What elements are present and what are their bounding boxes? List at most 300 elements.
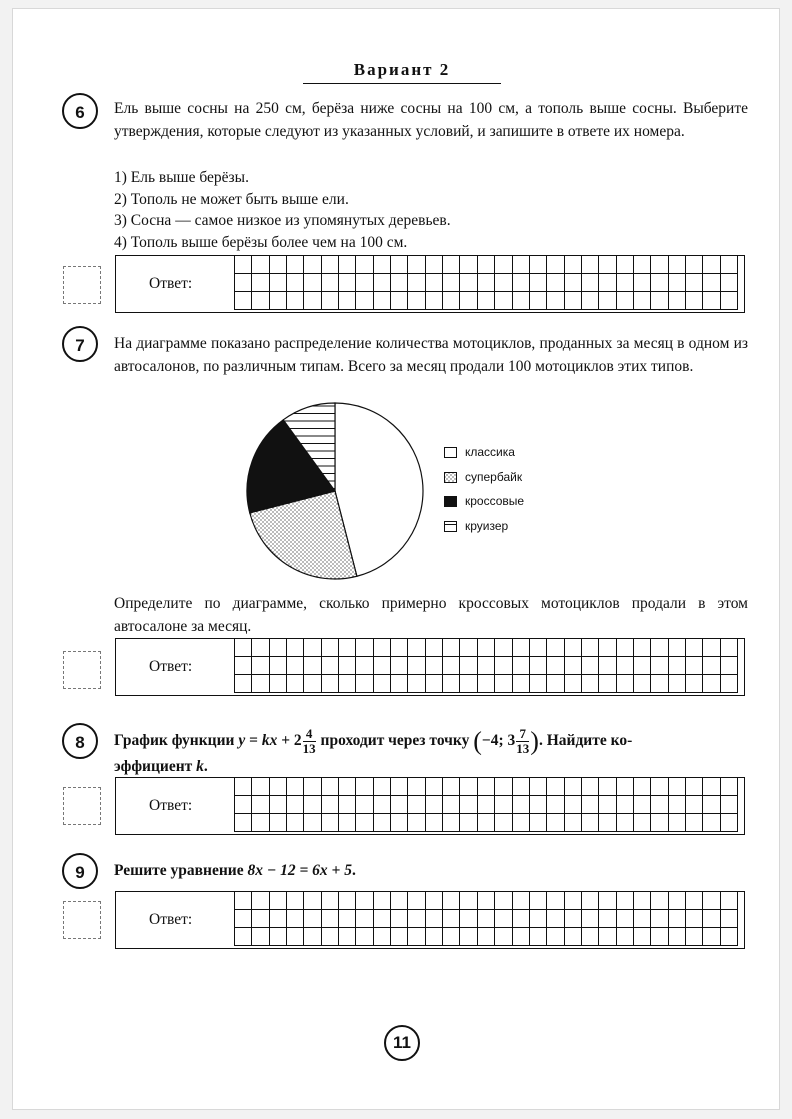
answer-cell[interactable]	[425, 909, 442, 927]
answer-cell[interactable]	[547, 814, 564, 832]
answer-cell[interactable]	[564, 928, 581, 946]
answer-cell[interactable]	[408, 795, 425, 813]
answer-cell[interactable]	[269, 675, 286, 693]
answer-cell[interactable]	[495, 777, 512, 795]
answer-cell[interactable]	[356, 891, 373, 909]
answer-cell[interactable]	[495, 292, 512, 310]
answer-cell[interactable]	[460, 656, 477, 674]
answer-cell[interactable]	[460, 273, 477, 291]
answer-cell[interactable]	[564, 675, 581, 693]
answer-cell[interactable]	[703, 273, 720, 291]
answer-cell[interactable]	[547, 273, 564, 291]
answer-cell[interactable]	[547, 891, 564, 909]
answer-cell[interactable]	[477, 777, 494, 795]
answer-cell[interactable]	[391, 292, 408, 310]
answer-cell[interactable]	[391, 656, 408, 674]
answer-cell[interactable]	[356, 675, 373, 693]
answer-cell[interactable]	[287, 273, 304, 291]
answer-cell[interactable]	[373, 273, 390, 291]
answer-cell[interactable]	[425, 675, 442, 693]
answer-cell[interactable]	[651, 777, 668, 795]
answer-cell[interactable]	[321, 638, 338, 656]
answer-cell[interactable]	[304, 273, 321, 291]
answer-cell[interactable]	[529, 638, 546, 656]
answer-cell[interactable]	[529, 909, 546, 927]
answer-cell[interactable]	[235, 814, 252, 832]
answer-cell[interactable]	[235, 656, 252, 674]
answer-cell[interactable]	[668, 814, 685, 832]
answer-cell[interactable]	[651, 638, 668, 656]
answer-cell[interactable]	[685, 777, 702, 795]
answer-cell[interactable]	[720, 292, 737, 310]
answer-cell[interactable]	[304, 638, 321, 656]
answer-cell[interactable]	[477, 675, 494, 693]
answer-cell[interactable]	[547, 777, 564, 795]
answer-cell[interactable]	[321, 273, 338, 291]
answer-cell[interactable]	[287, 909, 304, 927]
answer-cell[interactable]	[304, 675, 321, 693]
answer-cell[interactable]	[373, 675, 390, 693]
answer-cell[interactable]	[564, 891, 581, 909]
answer-cell[interactable]	[616, 638, 633, 656]
answer-cell[interactable]	[495, 814, 512, 832]
answer-cell[interactable]	[425, 656, 442, 674]
answer-cell[interactable]	[356, 909, 373, 927]
answer-cell[interactable]	[529, 273, 546, 291]
answer-cell[interactable]	[616, 928, 633, 946]
answer-cell[interactable]	[425, 777, 442, 795]
answer-cell[interactable]	[391, 255, 408, 273]
answer-cell[interactable]	[616, 891, 633, 909]
answer-cell[interactable]	[269, 928, 286, 946]
answer-cell[interactable]	[547, 928, 564, 946]
answer-cell[interactable]	[235, 777, 252, 795]
answer-cell[interactable]	[512, 638, 529, 656]
answer-cell[interactable]	[668, 795, 685, 813]
answer-cell[interactable]	[460, 814, 477, 832]
answer-cell[interactable]	[495, 273, 512, 291]
answer-cell[interactable]	[581, 909, 598, 927]
answer-cell[interactable]	[599, 814, 616, 832]
answer-cell[interactable]	[235, 255, 252, 273]
answer-cell[interactable]	[633, 909, 650, 927]
answer-cell[interactable]	[685, 675, 702, 693]
answer-cell[interactable]	[685, 814, 702, 832]
answer-cell[interactable]	[425, 255, 442, 273]
answer-cell[interactable]	[460, 638, 477, 656]
answer-cell[interactable]	[339, 675, 356, 693]
answer-cell[interactable]	[252, 255, 269, 273]
answer-cell[interactable]	[443, 909, 460, 927]
answer-cell[interactable]	[685, 909, 702, 927]
answer-cell[interactable]	[581, 273, 598, 291]
answer-cell[interactable]	[720, 909, 737, 927]
answer-cell[interactable]	[425, 292, 442, 310]
answer-cell[interactable]	[668, 909, 685, 927]
answer-cell[interactable]	[599, 777, 616, 795]
answer-cell[interactable]	[373, 909, 390, 927]
answer-cell[interactable]	[356, 928, 373, 946]
answer-grid-table[interactable]	[234, 777, 738, 833]
answer-cell[interactable]	[373, 638, 390, 656]
answer-cell[interactable]	[495, 891, 512, 909]
answer-cell[interactable]	[391, 891, 408, 909]
answer-cell[interactable]	[391, 909, 408, 927]
answer-cell[interactable]	[339, 273, 356, 291]
answer-cell[interactable]	[512, 891, 529, 909]
answer-cell[interactable]	[651, 814, 668, 832]
answer-cell[interactable]	[547, 675, 564, 693]
answer-cell[interactable]	[287, 795, 304, 813]
answer-cell[interactable]	[443, 891, 460, 909]
answer-cell[interactable]	[252, 656, 269, 674]
answer-cell[interactable]	[703, 656, 720, 674]
answer-cell[interactable]	[512, 777, 529, 795]
answer-cell[interactable]	[304, 909, 321, 927]
answer-cell[interactable]	[408, 909, 425, 927]
answer-cell[interactable]	[599, 656, 616, 674]
answer-cell[interactable]	[252, 675, 269, 693]
answer-cell[interactable]	[703, 777, 720, 795]
answer-cell[interactable]	[339, 814, 356, 832]
answer-box-6[interactable]	[115, 255, 745, 313]
answer-box-9[interactable]	[115, 891, 745, 949]
answer-cell[interactable]	[512, 675, 529, 693]
answer-cell[interactable]	[425, 795, 442, 813]
answer-cell[interactable]	[651, 928, 668, 946]
answer-cell[interactable]	[408, 891, 425, 909]
answer-cell[interactable]	[685, 273, 702, 291]
answer-cell[interactable]	[529, 255, 546, 273]
answer-cell[interactable]	[339, 638, 356, 656]
answer-cell[interactable]	[252, 928, 269, 946]
answer-cell[interactable]	[495, 909, 512, 927]
answer-cell[interactable]	[668, 777, 685, 795]
answer-cell[interactable]	[287, 814, 304, 832]
answer-cell[interactable]	[391, 814, 408, 832]
answer-cell[interactable]	[373, 814, 390, 832]
answer-cell[interactable]	[564, 273, 581, 291]
answer-cell[interactable]	[477, 795, 494, 813]
answer-cell[interactable]	[235, 891, 252, 909]
answer-cell[interactable]	[443, 814, 460, 832]
answer-cell[interactable]	[581, 777, 598, 795]
answer-cell[interactable]	[547, 255, 564, 273]
answer-cell[interactable]	[339, 795, 356, 813]
answer-cell[interactable]	[443, 928, 460, 946]
answer-cell[interactable]	[460, 928, 477, 946]
answer-cell[interactable]	[373, 292, 390, 310]
answer-cell[interactable]	[269, 891, 286, 909]
answer-cell[interactable]	[633, 795, 650, 813]
answer-cell[interactable]	[235, 795, 252, 813]
answer-cell[interactable]	[668, 255, 685, 273]
answer-box-7[interactable]	[115, 638, 745, 696]
answer-cell[interactable]	[321, 814, 338, 832]
answer-cell[interactable]	[460, 292, 477, 310]
answer-cell[interactable]	[581, 638, 598, 656]
answer-cell[interactable]	[599, 891, 616, 909]
answer-cell[interactable]	[633, 891, 650, 909]
answer-cell[interactable]	[408, 255, 425, 273]
answer-cell[interactable]	[668, 273, 685, 291]
answer-cell[interactable]	[269, 795, 286, 813]
answer-cell[interactable]	[581, 292, 598, 310]
answer-cell[interactable]	[339, 909, 356, 927]
answer-cell[interactable]	[269, 255, 286, 273]
answer-cell[interactable]	[287, 777, 304, 795]
answer-cell[interactable]	[529, 795, 546, 813]
answer-cell[interactable]	[633, 273, 650, 291]
answer-cell[interactable]	[703, 795, 720, 813]
answer-cell[interactable]	[599, 273, 616, 291]
answer-cell[interactable]	[408, 928, 425, 946]
answer-cell[interactable]	[252, 795, 269, 813]
answer-cell[interactable]	[633, 638, 650, 656]
answer-cell[interactable]	[651, 909, 668, 927]
answer-cell[interactable]	[529, 656, 546, 674]
answer-cell[interactable]	[339, 656, 356, 674]
answer-cell[interactable]	[512, 795, 529, 813]
answer-cell[interactable]	[720, 638, 737, 656]
answer-cell[interactable]	[252, 273, 269, 291]
answer-cell[interactable]	[373, 777, 390, 795]
answer-cell[interactable]	[633, 656, 650, 674]
answer-cell[interactable]	[321, 675, 338, 693]
answer-cell[interactable]	[668, 891, 685, 909]
answer-cell[interactable]	[685, 638, 702, 656]
score-box-6[interactable]	[63, 266, 101, 304]
answer-cell[interactable]	[443, 675, 460, 693]
answer-cell[interactable]	[633, 255, 650, 273]
answer-cell[interactable]	[425, 814, 442, 832]
answer-cell[interactable]	[477, 255, 494, 273]
answer-cell[interactable]	[685, 891, 702, 909]
answer-cell[interactable]	[356, 814, 373, 832]
score-box-9[interactable]	[63, 901, 101, 939]
answer-cell[interactable]	[460, 909, 477, 927]
answer-cell[interactable]	[339, 777, 356, 795]
answer-cell[interactable]	[633, 292, 650, 310]
answer-cell[interactable]	[443, 638, 460, 656]
answer-cell[interactable]	[581, 891, 598, 909]
answer-cell[interactable]	[512, 273, 529, 291]
answer-cell[interactable]	[287, 656, 304, 674]
answer-cell[interactable]	[547, 656, 564, 674]
answer-cell[interactable]	[339, 292, 356, 310]
answer-cell[interactable]	[391, 675, 408, 693]
answer-cell[interactable]	[443, 777, 460, 795]
answer-cell[interactable]	[304, 255, 321, 273]
answer-cell[interactable]	[321, 891, 338, 909]
answer-cell[interactable]	[581, 255, 598, 273]
answer-cell[interactable]	[651, 675, 668, 693]
answer-cell[interactable]	[321, 777, 338, 795]
answer-cell[interactable]	[477, 273, 494, 291]
answer-cell[interactable]	[616, 273, 633, 291]
answer-cell[interactable]	[287, 638, 304, 656]
answer-cell[interactable]	[651, 273, 668, 291]
answer-cell[interactable]	[599, 292, 616, 310]
answer-cell[interactable]	[269, 292, 286, 310]
answer-cell[interactable]	[373, 795, 390, 813]
answer-cell[interactable]	[235, 273, 252, 291]
answer-cell[interactable]	[269, 273, 286, 291]
answer-cell[interactable]	[235, 675, 252, 693]
answer-cell[interactable]	[321, 909, 338, 927]
answer-cell[interactable]	[668, 292, 685, 310]
answer-cell[interactable]	[235, 928, 252, 946]
answer-cell[interactable]	[425, 928, 442, 946]
answer-cell[interactable]	[616, 795, 633, 813]
answer-cell[interactable]	[495, 675, 512, 693]
answer-cell[interactable]	[304, 777, 321, 795]
answer-cell[interactable]	[477, 891, 494, 909]
answer-cell[interactable]	[408, 656, 425, 674]
answer-cell[interactable]	[321, 656, 338, 674]
answer-cell[interactable]	[287, 255, 304, 273]
answer-cell[interactable]	[616, 909, 633, 927]
answer-cell[interactable]	[703, 292, 720, 310]
answer-cell[interactable]	[460, 777, 477, 795]
answer-cell[interactable]	[339, 255, 356, 273]
answer-cell[interactable]	[512, 292, 529, 310]
answer-cell[interactable]	[443, 255, 460, 273]
answer-cell[interactable]	[651, 656, 668, 674]
answer-cell[interactable]	[408, 675, 425, 693]
answer-cell[interactable]	[703, 255, 720, 273]
answer-cell[interactable]	[460, 675, 477, 693]
answer-cell[interactable]	[425, 273, 442, 291]
answer-cell[interactable]	[321, 795, 338, 813]
answer-cell[interactable]	[685, 928, 702, 946]
answer-cell[interactable]	[599, 255, 616, 273]
answer-cell[interactable]	[529, 891, 546, 909]
answer-cell[interactable]	[599, 795, 616, 813]
answer-cell[interactable]	[529, 777, 546, 795]
answer-cell[interactable]	[425, 891, 442, 909]
answer-cell[interactable]	[304, 891, 321, 909]
answer-cell[interactable]	[668, 675, 685, 693]
answer-cell[interactable]	[252, 638, 269, 656]
answer-cell[interactable]	[564, 292, 581, 310]
answer-cell[interactable]	[373, 255, 390, 273]
answer-cell[interactable]	[235, 909, 252, 927]
answer-cell[interactable]	[651, 891, 668, 909]
answer-cell[interactable]	[616, 777, 633, 795]
answer-cell[interactable]	[685, 795, 702, 813]
answer-cell[interactable]	[581, 795, 598, 813]
answer-cell[interactable]	[495, 928, 512, 946]
answer-cell[interactable]	[495, 255, 512, 273]
answer-cell[interactable]	[477, 656, 494, 674]
answer-grid-6[interactable]	[234, 255, 738, 311]
answer-cell[interactable]	[668, 928, 685, 946]
answer-cell[interactable]	[477, 814, 494, 832]
answer-cell[interactable]	[408, 273, 425, 291]
answer-cell[interactable]	[547, 638, 564, 656]
answer-cell[interactable]	[356, 795, 373, 813]
answer-cell[interactable]	[599, 675, 616, 693]
answer-cell[interactable]	[633, 777, 650, 795]
answer-cell[interactable]	[720, 656, 737, 674]
answer-cell[interactable]	[304, 795, 321, 813]
answer-cell[interactable]	[304, 656, 321, 674]
answer-cell[interactable]	[252, 909, 269, 927]
answer-cell[interactable]	[633, 814, 650, 832]
answer-cell[interactable]	[356, 777, 373, 795]
answer-cell[interactable]	[720, 891, 737, 909]
answer-cell[interactable]	[616, 292, 633, 310]
answer-cell[interactable]	[391, 638, 408, 656]
answer-cell[interactable]	[651, 795, 668, 813]
answer-cell[interactable]	[269, 777, 286, 795]
answer-cell[interactable]	[720, 675, 737, 693]
answer-cell[interactable]	[703, 928, 720, 946]
answer-cell[interactable]	[269, 638, 286, 656]
answer-cell[interactable]	[477, 909, 494, 927]
answer-box-8[interactable]	[115, 777, 745, 835]
answer-cell[interactable]	[408, 777, 425, 795]
answer-cell[interactable]	[685, 656, 702, 674]
answer-cell[interactable]	[339, 891, 356, 909]
answer-cell[interactable]	[512, 255, 529, 273]
answer-cell[interactable]	[477, 928, 494, 946]
answer-cell[interactable]	[460, 255, 477, 273]
answer-cell[interactable]	[287, 675, 304, 693]
answer-cell[interactable]	[564, 777, 581, 795]
answer-cell[interactable]	[321, 255, 338, 273]
answer-cell[interactable]	[599, 909, 616, 927]
answer-cell[interactable]	[564, 255, 581, 273]
answer-cell[interactable]	[529, 292, 546, 310]
answer-cell[interactable]	[685, 292, 702, 310]
answer-cell[interactable]	[668, 638, 685, 656]
answer-cell[interactable]	[252, 777, 269, 795]
answer-cell[interactable]	[720, 795, 737, 813]
answer-cell[interactable]	[581, 928, 598, 946]
answer-cell[interactable]	[321, 292, 338, 310]
answer-cell[interactable]	[356, 292, 373, 310]
answer-cell[interactable]	[495, 795, 512, 813]
answer-cell[interactable]	[495, 656, 512, 674]
answer-cell[interactable]	[356, 638, 373, 656]
answer-grid-table[interactable]	[234, 891, 738, 947]
answer-cell[interactable]	[599, 638, 616, 656]
answer-cell[interactable]	[720, 814, 737, 832]
answer-cell[interactable]	[703, 909, 720, 927]
answer-cell[interactable]	[356, 656, 373, 674]
answer-cell[interactable]	[304, 928, 321, 946]
answer-cell[interactable]	[252, 292, 269, 310]
answer-cell[interactable]	[391, 795, 408, 813]
answer-cell[interactable]	[304, 814, 321, 832]
answer-cell[interactable]	[685, 255, 702, 273]
answer-cell[interactable]	[564, 814, 581, 832]
answer-cell[interactable]	[547, 795, 564, 813]
answer-cell[interactable]	[408, 638, 425, 656]
answer-cell[interactable]	[616, 656, 633, 674]
answer-cell[interactable]	[564, 656, 581, 674]
answer-cell[interactable]	[443, 273, 460, 291]
answer-cell[interactable]	[460, 795, 477, 813]
answer-cell[interactable]	[391, 273, 408, 291]
answer-cell[interactable]	[703, 638, 720, 656]
answer-cell[interactable]	[443, 292, 460, 310]
answer-cell[interactable]	[287, 928, 304, 946]
answer-grid-8[interactable]	[234, 777, 738, 833]
answer-cell[interactable]	[235, 292, 252, 310]
